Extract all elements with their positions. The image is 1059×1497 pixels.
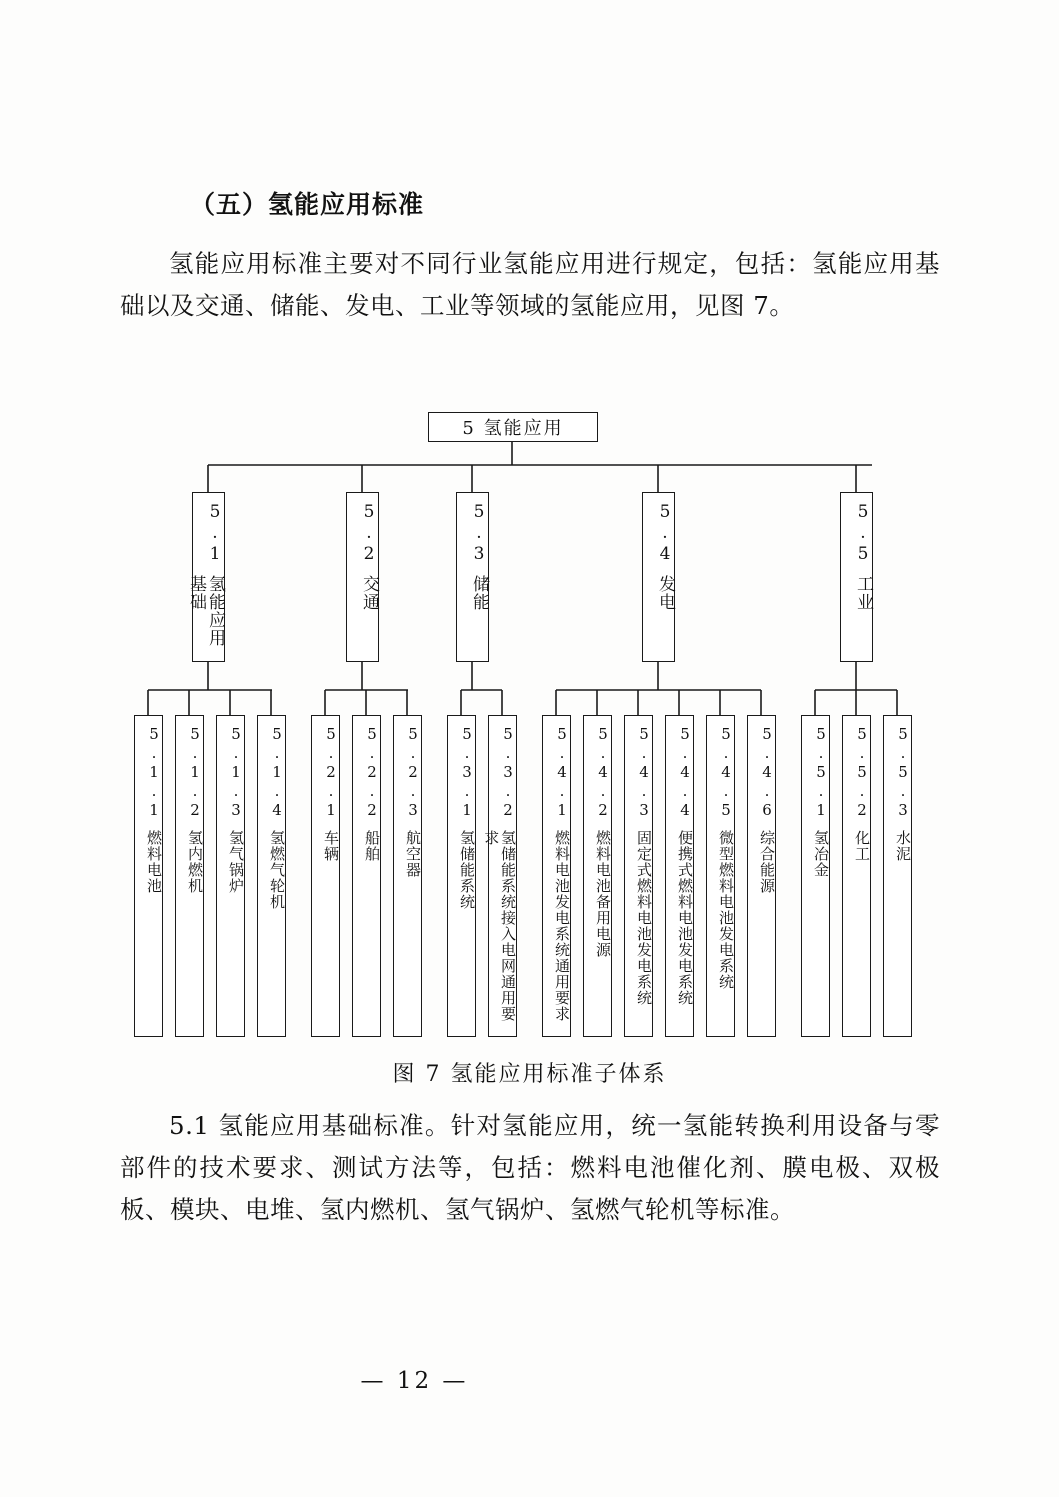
- node-5-2-1: 5.2.1 车辆: [311, 715, 340, 1037]
- node-5-4-3: 5.4.3 固定式燃料电池发电系统: [624, 715, 653, 1037]
- node-5-4-4: 5.4.4 便携式燃料电池发电系统: [665, 715, 694, 1037]
- intro-text-block: [120, 185, 940, 327]
- figure-caption: 图 7 氢能应用标准子体系: [392, 1062, 667, 1087]
- node-5-4-6: 5.4.6 综合能源: [747, 715, 776, 1037]
- node-5-5-3: 5.5.3 水泥: [883, 715, 912, 1037]
- node-5-4-2: 5.4.2 燃料电池备用电源: [583, 715, 612, 1037]
- node-5-4-1: 5.4.1 燃料电池发电系统通用要求: [542, 715, 571, 1037]
- node-5-1-4: 5.1.4 氢燃气轮机: [257, 715, 286, 1037]
- node-5-4: 5.4 发电: [642, 492, 675, 662]
- node-5-2: 5.2 交通: [346, 492, 379, 662]
- node-5-2-2: 5.2.2 船舶: [352, 715, 381, 1037]
- body-text-block: [120, 1105, 940, 1231]
- intro-paragraph: 氢能应用标准主要对不同行业氢能应用进行规定，包括：氢能应用基础以及交通、储能、发电、工业等领域的氢能应用，见图 7。: [120, 249, 940, 321]
- figure-7-diagram: [0, 395, 1059, 1055]
- node-root: [428, 412, 598, 442]
- node-5-1-1: 5.1.1 燃料电池: [134, 715, 163, 1037]
- node-5-2-3: 5.2.3 航空器: [393, 715, 422, 1037]
- section-5-1-paragraph: 5.1 氢能应用基础标准。针对氢能应用，统一氢能转换利用设备与零部件的技术要求、测试方法等，包括：燃料电池催化剂、膜电极、双极板、模块、电堆、氢内燃机、氢气锅炉、氢燃气轮机等标准。: [120, 1111, 940, 1225]
- node-5-1-3: 5.1.3 氢气锅炉: [216, 715, 245, 1037]
- page-number: — 12 —: [360, 1368, 469, 1394]
- node-5-3-1: 5.3.1 氢储能系统: [447, 715, 476, 1037]
- node-5-1: 5.1 氢能应用基础: [192, 492, 225, 662]
- node-root-text: 5 氢能应用: [462, 418, 564, 439]
- node-5-3: 5.3 储能: [456, 492, 489, 662]
- node-5-3-2: 5.3.2 氢储能系统接入电网通用要求: [488, 715, 517, 1037]
- node-5-4-5: 5.4.5 微型燃料电池发电系统: [706, 715, 735, 1037]
- node-5-5-1: 5.5.1 氢冶金: [801, 715, 830, 1037]
- node-5-1-2: 5.1.2 氢内燃机: [175, 715, 204, 1037]
- node-5-5-2: 5.5.2 化工: [842, 715, 871, 1037]
- node-5-5: 5.5 工业: [840, 492, 873, 662]
- section-heading: （五）氢能应用标准: [190, 190, 425, 219]
